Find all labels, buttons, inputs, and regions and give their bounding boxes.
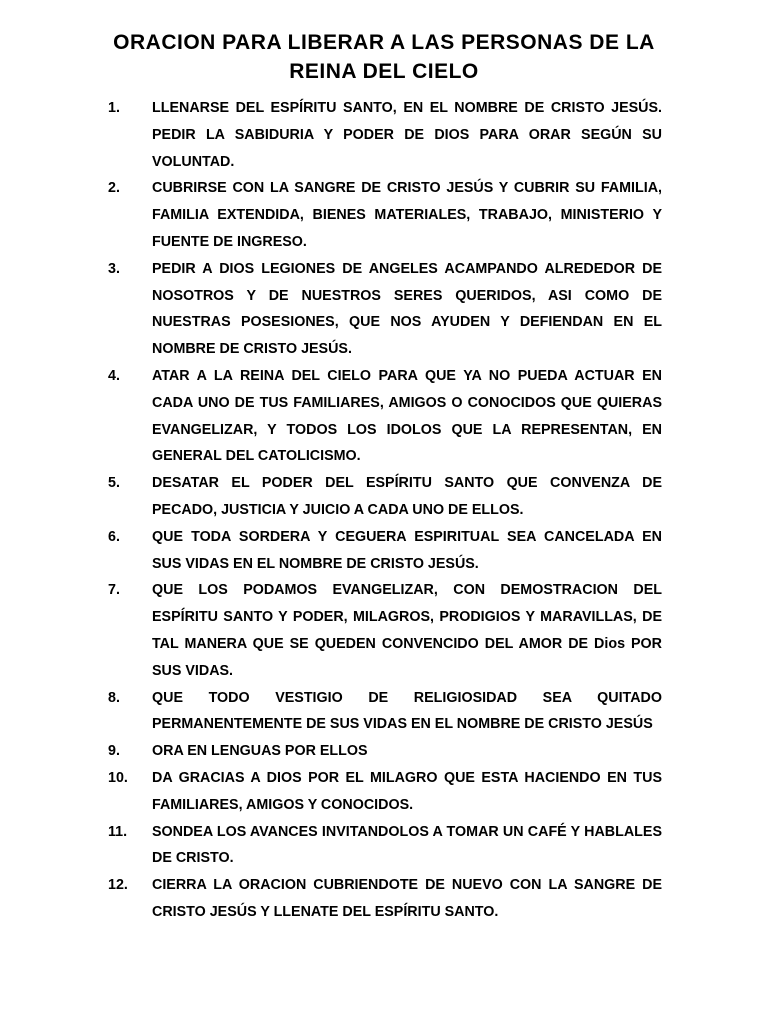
list-item <box>108 256 662 363</box>
list-item-text: DESATAR EL PODER DEL ESPÍRITU SANTO QUE CONVENZA DE PECADO, JUSTICIA Y JUICIO A CADA UNO DE ELLOS. <box>152 475 662 518</box>
document-title: ORACION PARA LIBERAR A LAS PERSONAS DE LA REINA DEL CIELO <box>113 31 655 83</box>
list-item-text: CUBRIRSE CON LA SANGRE DE CRISTO JESÚS Y CUBRIR SU FAMILIA, FAMILIA EXTENDIDA, BIENES MATERIALES, TRABAJO, MINISTERIO Y FUENTE DE INGRESO. <box>152 180 662 250</box>
list-item-number: 11. <box>108 823 128 840</box>
list-item <box>108 577 662 684</box>
list-item-text: QUE LOS PODAMOS EVANGELIZAR, CON DEMOSTRACION DEL ESPÍRITU SANTO Y PODER, MILAGROS, PRODIGIOS Y MARAVILLAS, DE TAL MANERA QUE SE QUEDEN CONVENCIDO DEL AMOR DE Dios POR SUS VIDAS. <box>152 582 662 679</box>
list-item-text: ORA EN LENGUAS POR ELLOS <box>152 743 368 760</box>
list-item-number: 10. <box>108 769 128 786</box>
list-item-number: 1. <box>108 100 120 116</box>
list-item-number: 6. <box>108 528 120 545</box>
list-item-number: 8. <box>108 689 120 706</box>
list-item-text: PEDIR A DIOS LEGIONES DE ANGELES ACAMPANDO ALREDEDOR DE NOSOTROS Y DE NUESTROS SERES QUERIDOS, ASI COMO DE NUESTRAS POSESIONES, QUE NOS AYUDEN Y DEFIENDAN EN EL NOMBRE DE CRISTO JESÚS. <box>152 260 662 358</box>
list-item-text: ATAR A LA REINA DEL CIELO PARA QUE YA NO PUEDA ACTUAR EN CADA UNO DE TUS FAMILIARES, AMIGOS O CONOCIDOS QUE QUIERAS EVANGELIZAR, Y TODOS LOS IDOLOS QUE LA REPRESENTAN, EN GENERAL DEL CATOLICISMO. <box>152 367 662 465</box>
list-item <box>108 765 662 819</box>
list-item-number: 2. <box>108 180 120 197</box>
list-item-text: CIERRA LA ORACION CUBRIENDOTE DE NUEVO CON LA SANGRE DE CRISTO JESÚS Y LLENATE DEL ESPÍRITU SANTO. <box>152 877 662 920</box>
list-item-text: DA GRACIAS A DIOS POR EL MILAGRO QUE ESTA HACIENDO EN TUS FAMILIARES, AMIGOS Y CONOCIDOS. <box>152 769 662 813</box>
list-item-text: QUE TODA SORDERA Y CEGUERA ESPIRITUAL SEA CANCELADA EN SUS VIDAS EN EL NOMBRE DE CRISTO JESÚS. <box>152 528 662 572</box>
list-item <box>108 872 662 926</box>
list-item <box>108 738 662 765</box>
list-item <box>108 524 662 578</box>
list-item-text: QUE TODO VESTIGIO DE RELIGIOSIDAD SEA QUITADO PERMANENTEMENTE DE SUS VIDAS EN EL NOMBRE DE CRISTO JESÚS <box>152 689 662 733</box>
list-item <box>108 470 662 524</box>
list-item-number: 12. <box>108 877 128 894</box>
list-item-number: 4. <box>108 367 120 384</box>
list-item-text: LLENARSE DEL ESPÍRITU SANTO, EN EL NOMBRE DE CRISTO JESÚS. PEDIR LA SABIDURIA Y PODER DE DIOS PARA ORAR SEGÚN SU VOLUNTAD. <box>152 100 662 170</box>
list-item <box>108 363 662 470</box>
list-item-number: 5. <box>108 475 120 492</box>
list-item <box>108 685 662 739</box>
list-item <box>108 819 662 873</box>
prayer-steps-list <box>108 95 662 926</box>
list-item <box>108 95 662 175</box>
list-item-number: 9. <box>108 743 120 760</box>
list-item <box>108 175 662 255</box>
list-item-text: SONDEA LOS AVANCES INVITANDOLOS A TOMAR UN CAFÉ Y HABLALES DE CRISTO. <box>152 823 662 867</box>
list-item-number: 7. <box>108 582 120 599</box>
list-item-number: 3. <box>108 260 120 277</box>
